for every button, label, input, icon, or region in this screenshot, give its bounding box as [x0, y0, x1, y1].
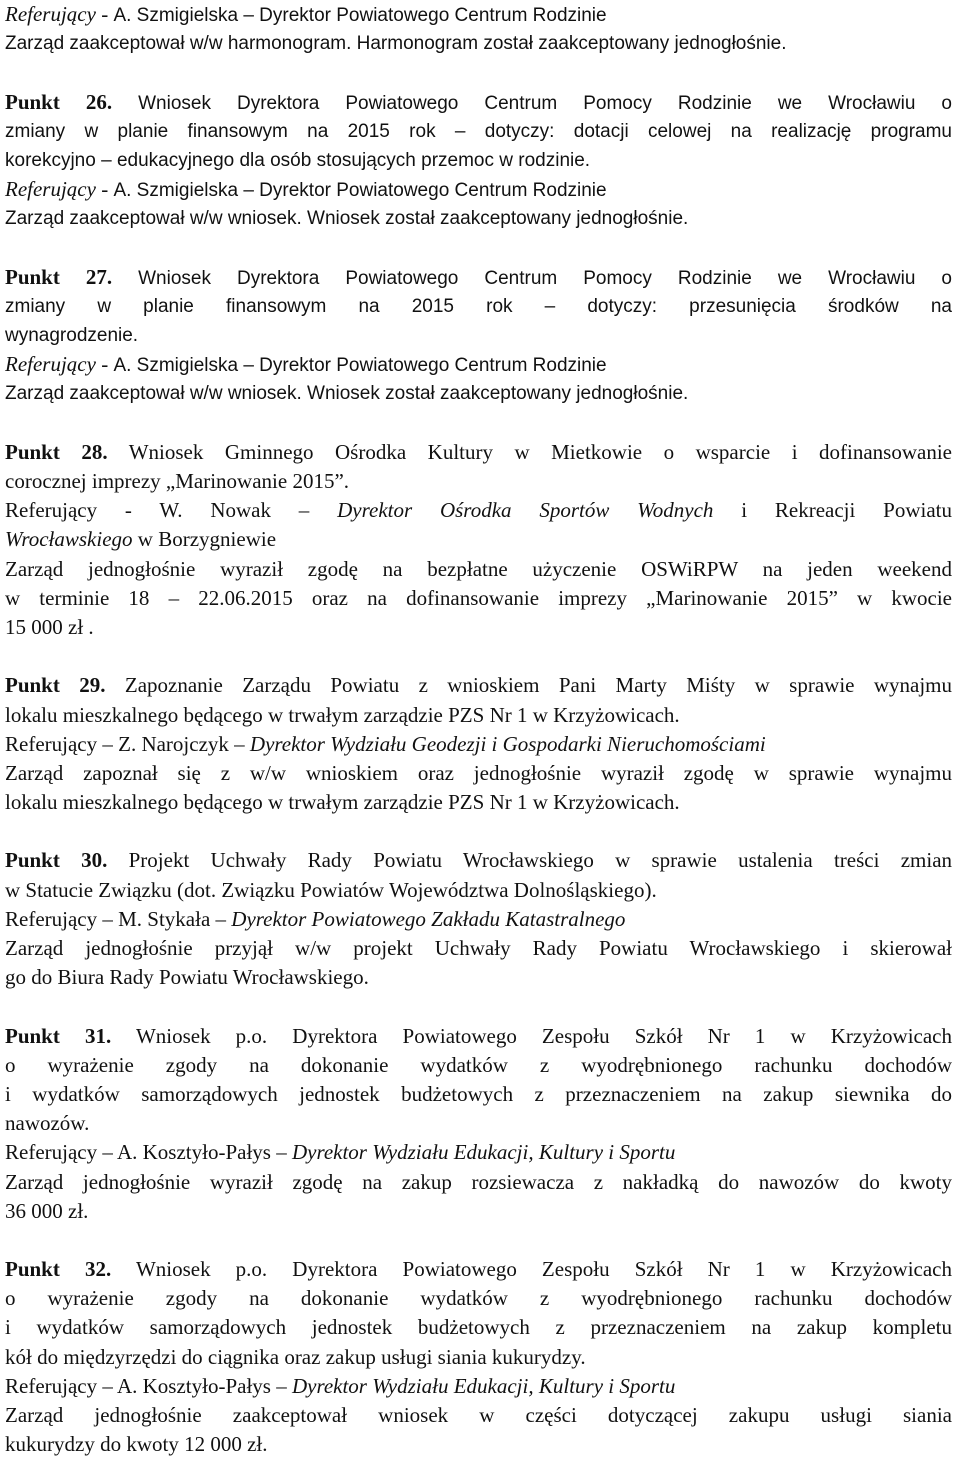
- p27-line-2: zmiany w planie finansowym na 2015 rok – dotyczy: przesunięcia środków na: [5, 295, 952, 317]
- p30-line-1: Punkt 30. Projekt Uchwały Rady Powiatu Wrocławskiego w sprawie ustalenia treści zmian: [5, 848, 953, 873]
- p27-decision: Zarząd zaakceptował w/w wniosek. Wniosek został zaakceptowany jednogłośnie.: [5, 383, 689, 405]
- p26-decision: Zarząd zaakceptował w/w wniosek. Wniosek został zaakceptowany jednogłośnie.: [5, 208, 689, 230]
- p32-decision-1: Zarząd jednogłośnie zaakceptował wniosek w części dotyczącej zakupu usługi siania: [5, 1403, 952, 1427]
- p29-decision-2: lokalu mieszkalnego będącego w trwałym zarządzie PZS Nr 1 w Krzyżowicach.: [5, 790, 680, 815]
- p31-line-4: nawozów.: [5, 1111, 90, 1136]
- p29-line-1: Punkt 29. Zapoznanie Zarządu Powiatu z wnioskiem Pani Marty Miśty w sprawie wynajmu: [5, 673, 953, 698]
- continuation-referent: Referujący - A. Szmigielska – Dyrektor Powiatowego Centrum Rodzinie: [5, 2, 607, 26]
- p31-referent: Referujący – A. Kosztyło-Pałys – Dyrektor Wydziału Edukacji, Kultury i Sportu: [5, 1140, 676, 1165]
- p28-decision-3: 15 000 zł .: [5, 614, 94, 639]
- p30-decision-2: go do Biura Rady Powiatu Wrocławskiego.: [5, 965, 369, 990]
- p30-line-2: w Statucie Związku (dot. Związku Powiatów Województwa Dolnośląskiego).: [5, 877, 657, 902]
- p28-line-2: corocznej imprezy „Marinowanie 2015”.: [5, 469, 350, 493]
- p27-referent: Referujący - A. Szmigielska – Dyrektor Powiatowego Centrum Rodzinie: [5, 352, 607, 377]
- p31-label: Punkt 31.: [5, 1023, 112, 1048]
- p32-referent: Referujący – A. Kosztyło-Pałys – Dyrektor Wydziału Edukacji, Kultury i Sportu: [5, 1373, 676, 1398]
- p28-decision-1: Zarząd jednogłośnie wyraził zgodę na bezpłatne użyczenie OSWiRPW na jeden weekend: [5, 556, 952, 581]
- p30-label: Punkt 30.: [5, 848, 108, 873]
- p29-decision-1: Zarząd zapoznał się z w/w wnioskiem oraz jednogłośnie wyraził zgodę w sprawie wynajmu: [5, 760, 952, 785]
- p28-referent: Referujący - W. Nowak – Dyrektor Ośrodka Sportów Wodnych i Rekreacji Powiatu: [5, 498, 952, 523]
- p32-decision-2: kukurydzy do kwoty 12 000 zł.: [5, 1432, 268, 1457]
- p26-label: Punkt 26.: [5, 89, 113, 114]
- continuation-decision: Zarząd zaakceptował w/w harmonogram. Harmonogram został zaakceptowany jednogłośnie.: [5, 33, 787, 55]
- p30-referent: Referujący – M. Stykała – Dyrektor Powiatowego Zakładu Katastralnego: [5, 906, 626, 931]
- p27-line-3: wynagrodzenie.: [5, 325, 139, 347]
- p31-line-1: Punkt 31. Wniosek p.o. Dyrektora Powiatowego Zespołu Szkół Nr 1 w Krzyżowicach: [5, 1023, 953, 1048]
- p32-line-2: o wyrażenie zgody na dokonanie wydatków z wyodrębnionego rachunku dochodów: [5, 1286, 952, 1311]
- p26-line-1: Punkt 26. Wniosek Dyrektora Powiatowego Centrum Pomocy Rodzinie we Wrocławiu o: [5, 89, 952, 114]
- p28-label: Punkt 28.: [5, 439, 108, 464]
- p29-referent: Referujący – Z. Narojczyk – Dyrektor Wydziału Geodezji i Gospodarki Nieruchomościami: [5, 731, 766, 756]
- p30-decision-1: Zarząd jednogłośnie przyjął w/w projekt Uchwały Rady Powiatu Wrocławskiego i skierował: [5, 936, 952, 960]
- p32-line-4: kół do międzyrzędzi do ciągnika oraz zakup usługi siania kukurydzy.: [5, 1344, 586, 1369]
- p26-referent: Referujący - A. Szmigielska – Dyrektor Powiatowego Centrum Rodzinie: [5, 177, 607, 202]
- p28-line-1: Punkt 28. Wniosek Gminnego Ośrodka Kultury w Mietkowie o wsparcie i dofinansowanie: [5, 439, 953, 464]
- p29-label: Punkt 29.: [5, 673, 106, 698]
- p31-line-2: o wyrażenie zgody na dokonanie wydatków z wyodrębnionego rachunku dochodów: [5, 1052, 952, 1077]
- p27-label: Punkt 27.: [5, 264, 113, 289]
- p32-line-1: Punkt 32. Wniosek p.o. Dyrektora Powiatowego Zespołu Szkół Nr 1 w Krzyżowicach: [5, 1257, 953, 1282]
- p31-line-3: i wydatków samorządowych jednostek budżetowych z przeznaczeniem na zakup siewnika do: [5, 1081, 952, 1106]
- p31-decision-1: Zarząd jednogłośnie wyraził zgodę na zakup rozsiewacza z nakładką do nawozów do kwoty: [5, 1169, 952, 1194]
- p26-line-2: zmiany w planie finansowym na 2015 rok – dotyczy: dotacji celowej na realizację programu: [5, 120, 952, 142]
- p26-line-3: korekcyjno – edukacyjnego dla osób stosujących przemoc w rodzinie.: [5, 149, 591, 171]
- p29-line-2: lokalu mieszkalnego będącego w trwałym zarządzie PZS Nr 1 w Krzyżowicach.: [5, 702, 680, 727]
- p32-line-3: i wydatków samorządowych jednostek budżetowych z przeznaczeniem na zakup kompletu: [5, 1315, 952, 1340]
- p28-referent-cont: Wrocławskiego w Borzygniewie: [5, 527, 277, 552]
- p31-decision-2: 36 000 zł.: [5, 1198, 89, 1223]
- p28-decision-2: w terminie 18 – 22.06.2015 oraz na dofinansowanie imprezy „Marinowanie 2015” w kwocie: [5, 585, 952, 610]
- p32-label: Punkt 32.: [5, 1257, 112, 1282]
- p27-line-1: Punkt 27. Wniosek Dyrektora Powiatowego Centrum Pomocy Rodzinie we Wrocławiu o: [5, 264, 952, 289]
